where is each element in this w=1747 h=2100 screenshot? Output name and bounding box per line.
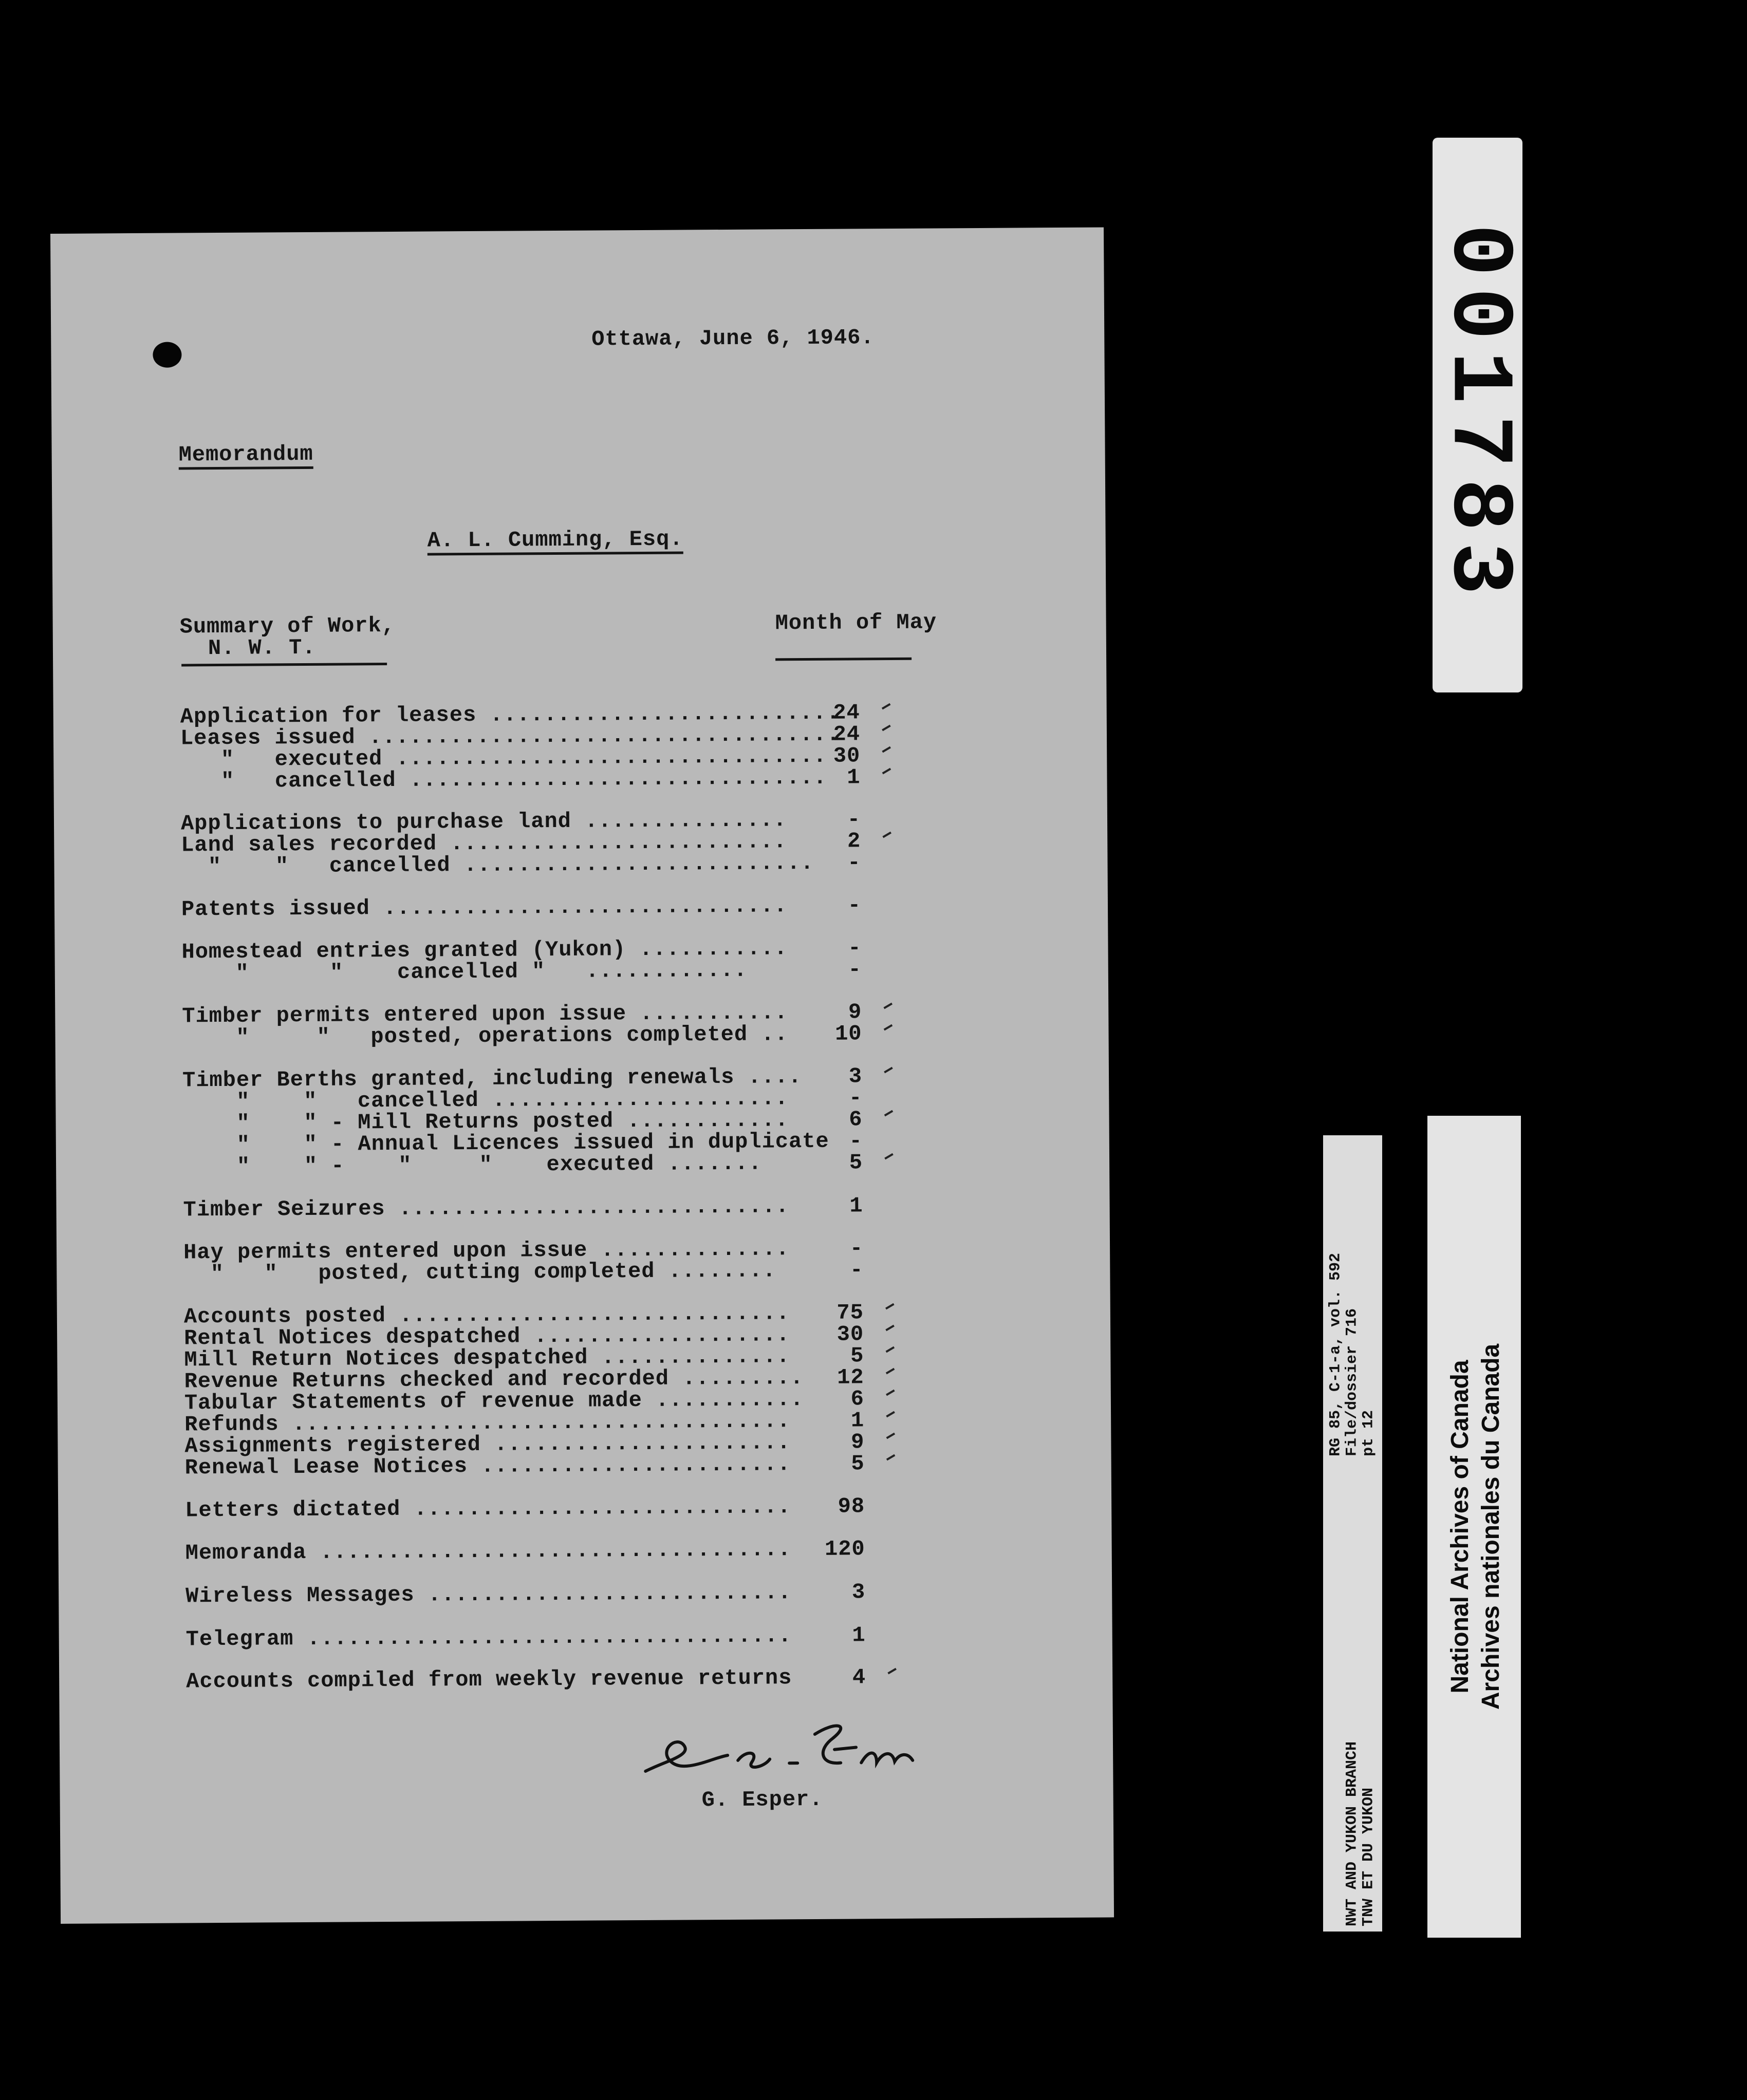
archive-label [1427,1116,1521,1938]
date-line: Ottawa, June 6, 1946. [591,325,875,352]
summary-row-value: 9 [848,1000,862,1025]
summary-row-label: Rental Notices despatched ................... [183,1322,790,1351]
summary-row-label: Patents issued .............................. [181,893,788,922]
summary-row-value: 12 [837,1365,864,1390]
summary-row-label: Land sales recorded ......................... [181,829,787,858]
memo-heading: Memorandum [178,443,313,470]
summary-row-value: 5 [851,1451,865,1476]
summary-row-value: 6 [850,1386,865,1412]
film-frame-number-stamp [1428,138,1527,692]
summary-row-value: - [847,807,861,832]
frame-number: 001783 [1428,223,1527,607]
summary-row-value: 1 [850,1408,865,1433]
summary-row-value: 5 [850,1343,864,1368]
check-mark [882,725,891,732]
check-mark [884,1110,894,1117]
ref-branch-en: NWT AND YUKON BRANCH [1343,1741,1361,1926]
summary-row-label: Accounts compiled from weekly revenue returns [186,1665,792,1694]
summary-row-label: " " cancelled " ............ [181,958,748,986]
ref-file: File/dossier 716 [1343,1308,1361,1456]
check-mark [885,1325,895,1332]
summary-row-label: " " - Annual Licences issued in duplicate [182,1129,829,1158]
ref-record-group: RG 85, C-1-a, vol. 592 [1327,1252,1344,1456]
memo-page [50,227,1114,1923]
check-mark [884,1153,894,1160]
summary-row-label: " " posted, operations completed .. [182,1022,788,1051]
summary-row-value: 75 [837,1300,864,1325]
summary-row-label: Revenue Returns checked and recorded ......... [184,1365,804,1394]
summary-row-value: - [848,1085,863,1111]
summary-row-value: 4 [852,1665,866,1690]
summary-row-label: Memoranda ................................... [185,1537,792,1566]
summary-row-label: Timber Seizures ............................. [183,1194,789,1223]
period: Month of May [775,611,912,661]
summary-row-label: Telegram .................................... [185,1623,792,1652]
summary-row-value: - [849,1129,863,1154]
summary-row-value: 3 [848,1064,863,1089]
handwritten-signature [635,1713,923,1792]
summary-row-label: Letters dictated ............................ [185,1494,791,1523]
summary-row-value: 30 [837,1322,864,1347]
check-mark [886,1368,895,1375]
summary-row-label: Tabular Statements of revenue made ........... [184,1387,804,1416]
summary-row-label: Renewal Lease Notices ....................... [184,1452,791,1480]
summary-row-value: 9 [851,1430,865,1455]
summary-row-value: 24 [833,722,861,747]
summary-row-value: 1 [847,765,861,790]
summary-row-value: 120 [824,1536,865,1562]
summary-row-value: - [847,850,861,875]
summary-row-label: " " posted, cutting completed ........ [183,1258,776,1287]
check-mark [886,1346,895,1353]
summary-row-label: Hay permits entered upon issue .............. [183,1236,790,1265]
summary-row-value: - [849,1258,864,1283]
summary-row-label: Application for leases .......................... [180,700,840,729]
summary-row-label: Refunds ..................................... [184,1409,791,1437]
summary-row-value: 98 [838,1494,865,1519]
summary-row-label: Mill Return Notices despatched .............. [184,1344,790,1373]
signatory-name: G. Esper. [701,1787,823,1813]
summary-row-value: 10 [834,1021,862,1046]
summary-row-value: - [848,935,862,961]
summary-row-label: Applications to purchase land ............... [180,808,787,836]
check-mark [887,1668,897,1675]
summary-row-value: 6 [849,1107,863,1132]
summary-row-value: 2 [847,829,861,854]
summary-row-label: " " cancelled .......................... [181,850,814,879]
summary-row-value: 5 [849,1150,863,1175]
summary-row-label: Leases issued ................................... [180,722,841,751]
ref-part: pt 12 [1360,1410,1377,1456]
check-mark [882,703,891,710]
summary-row-label: " " - " " executed ....... [182,1151,763,1179]
check-mark [886,1390,895,1396]
summary-title: Summary of Work, [179,613,396,640]
check-mark [884,1024,893,1031]
summary-row-value: 1 [849,1193,863,1218]
summary-row-label: Timber Berths granted, including renewals .... [182,1064,802,1093]
punch-hole [153,342,181,367]
reference-label [1323,1135,1382,1932]
summary-row-value: - [848,957,862,982]
check-mark [882,768,891,775]
summary-row-label: Accounts posted ............................. [183,1301,790,1329]
summary-region: N. W. T. [181,636,387,666]
summary-row-label: " " cancelled ...................... [182,1086,789,1115]
addressee: A. L. Cumming, Esq. [428,528,683,555]
summary-row-value: - [847,893,862,918]
summary-row-value: 24 [833,700,860,725]
summary-row-value: 1 [852,1623,866,1648]
archive-name-fr: Archives nationales du Canada [1477,1343,1504,1710]
ref-branch-fr: TNW ET DU YUKON [1360,1787,1377,1926]
summary-row-label: " " - Mill Returns posted ............ [182,1108,789,1136]
check-mark [882,832,891,838]
check-mark [886,1411,895,1418]
summary-row-value: 3 [851,1580,866,1605]
summary-row-label: " executed ................................ [180,743,827,773]
check-mark [883,1003,893,1009]
summary-row-label: Assignments registered ...................... [184,1430,791,1459]
check-mark [886,1454,896,1461]
check-mark [884,1067,893,1074]
summary-row-value: - [849,1236,864,1261]
archive-name-en: National Archives of Canada [1446,1360,1474,1694]
summary-row-label: Timber permits entered upon issue ........... [182,1000,788,1029]
summary-row-label: " cancelled ............................... [180,765,827,794]
check-mark [882,746,891,753]
summary-row-value: 30 [833,743,861,768]
summary-row-label: Wireless Messages ........................... [185,1580,792,1609]
check-mark [886,1433,896,1439]
check-mark [885,1303,895,1310]
summary-row-label: Homestead entries granted (Yukon) ........... [181,936,788,965]
